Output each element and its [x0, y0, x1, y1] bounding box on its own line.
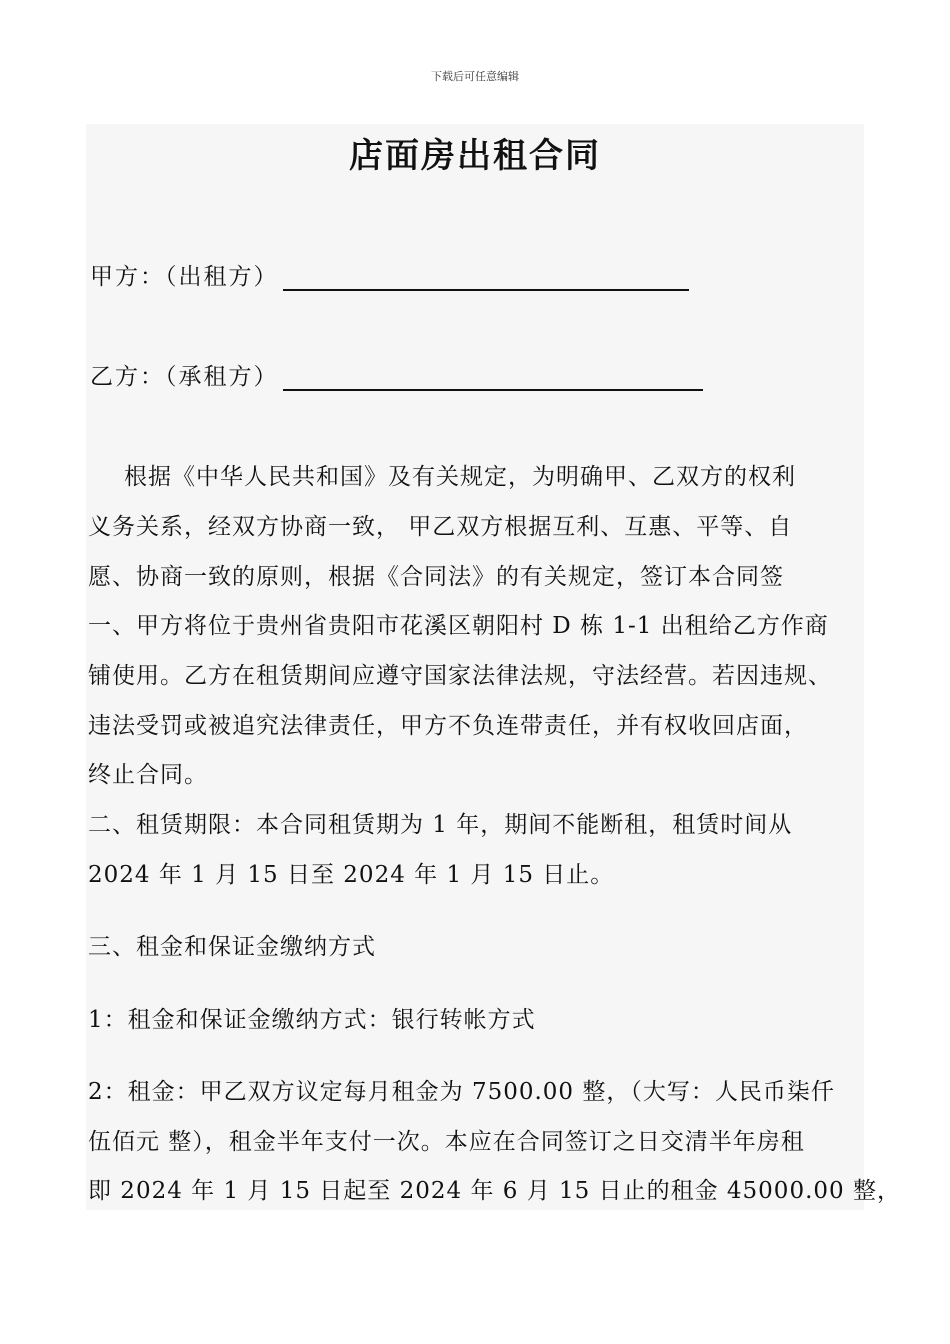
party-b-row — [90, 358, 703, 391]
body-line: 2024 年 1 月 15 日至 2024 年 1 月 15 日止。 — [88, 862, 615, 888]
body-line: 二、租赁期限：本合同租赁期为 1 年，期间不能断租，租赁时间从 — [88, 812, 793, 838]
party-a-label: 甲方：（出租方） — [90, 264, 279, 290]
document-title: 店面房出租合同 — [349, 136, 601, 176]
section-heading: 三、租金和保证金缴纳方式 — [88, 934, 376, 960]
body-line: 义务关系，经双方协商一致， 甲乙双方根据互利、互惠、平等、自 — [88, 514, 793, 540]
body-line: 愿、协商一致的原则，根据《合同法》的有关规定，签订本合同签 — [88, 564, 784, 590]
header-note: 下载后可任意编辑 — [431, 70, 519, 83]
body-line: 一、甲方将位于贵州省贵阳市花溪区朝阳村 D 栋 1-1 出租给乙方作商 — [88, 613, 829, 639]
body-line: 伍佰元 整），租金半年支付一次。本应在合同签订之日交清半年房租 — [88, 1129, 805, 1155]
party-a-row — [90, 258, 689, 291]
body-line: 1：租金和保证金缴纳方式：银行转帐方式 — [88, 1007, 536, 1033]
body-line: 终止合同。 — [88, 762, 208, 788]
party-b-blank-line — [283, 363, 703, 391]
body-line: 即 2024 年 1 月 15 日起至 2024 年 6 月 15 日止的租金 45000.00 整， — [88, 1178, 901, 1204]
party-a-blank-line — [283, 263, 689, 291]
party-b-label: 乙方：（承租方） — [90, 364, 279, 390]
body-line: 2：租金：甲乙双方议定每月租金为 7500.00 整，（大写：人民币柒仟 — [88, 1079, 835, 1105]
body-line: 铺使用。乙方在租赁期间应遵守国家法律法规，守法经营。若因违规、 — [88, 663, 832, 689]
body-line: 违法受罚或被追究法律责任，甲方不负连带责任，并有权收回店面， — [88, 713, 808, 739]
body-line: 根据《中华人民共和国》及有关规定，为明确甲、乙双方的权利 — [100, 464, 796, 490]
